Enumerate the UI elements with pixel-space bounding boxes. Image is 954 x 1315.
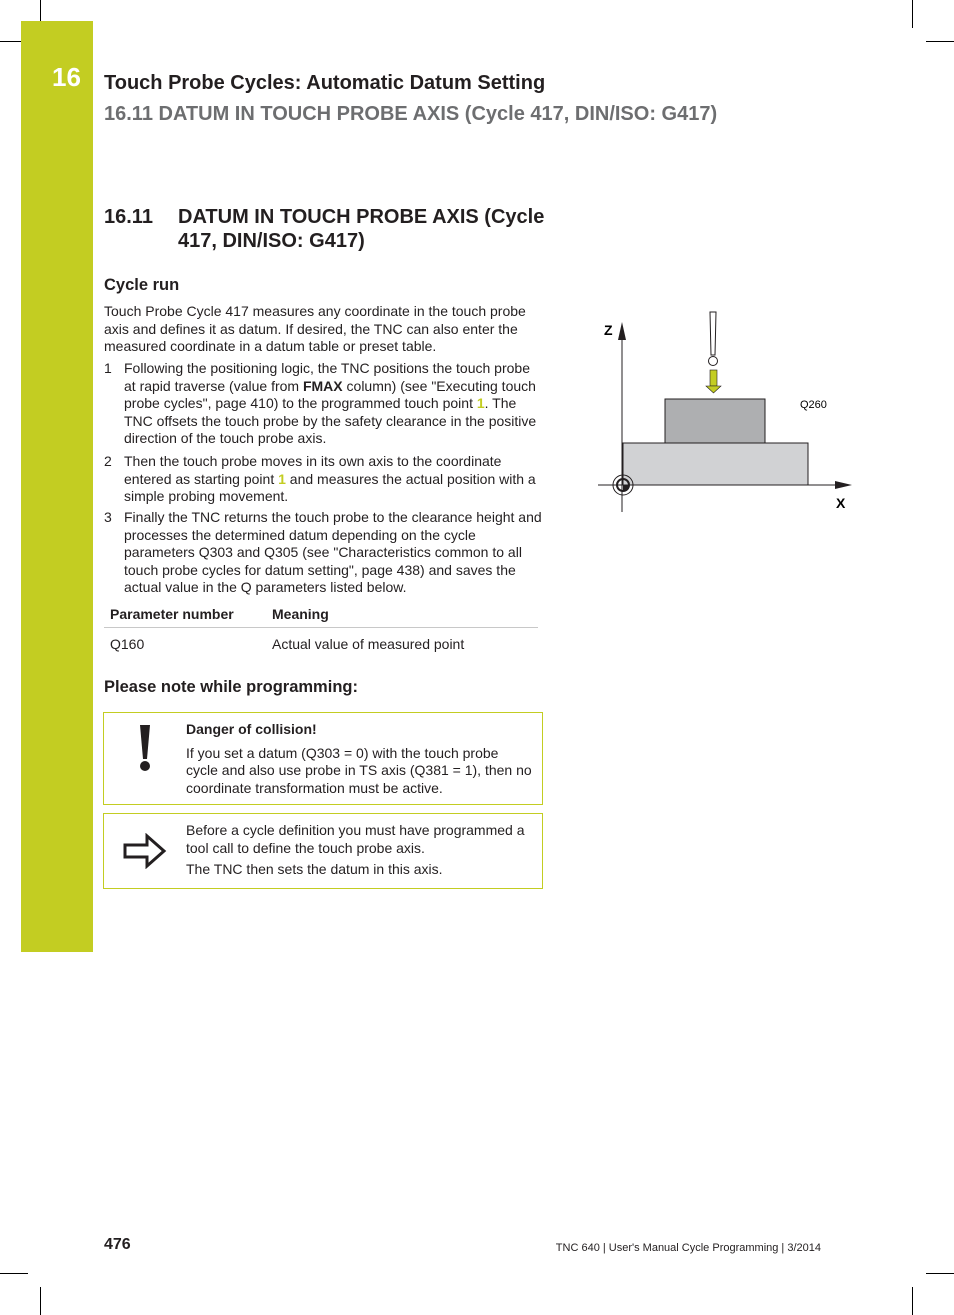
list-item: 1 Following the positioning logic, the TNC positions the touch probe at rapid traverse (value from FMAX column) (see "Executing touch probe cycles", page 410) to the programmed touch point 1. The TNC offsets the touch probe by the safety clearance in the positive direction of the touch probe axis. (104, 360, 537, 447)
danger-title: Danger of collision! (186, 721, 317, 737)
intro-paragraph: Touch Probe Cycle 417 measures any coordinate in the touch probe axis and defines it as datum. If desired, the TNC can also enter the measured coordinate in a datum table or preset table. (104, 303, 526, 355)
cycle-run-heading: Cycle run (104, 276, 180, 294)
chapter-tab (21, 21, 93, 952)
running-subhead: 16.11 DATUM IN TOUCH PROBE AXIS (Cycle 417, DIN/ISO: G417) (104, 103, 718, 125)
exclamation-icon (104, 713, 186, 804)
footer-text: TNC 640 | User's Manual Cycle Programming | 3/2014 (555, 1242, 821, 1254)
z-axis-label: Z (604, 322, 613, 338)
q260-label: Q260 (800, 399, 827, 411)
crop-mark (926, 41, 954, 42)
tip-text-2: The TNC then sets the datum in this axis. (186, 861, 443, 878)
workpiece-base (623, 443, 808, 485)
crop-mark (0, 1273, 28, 1274)
probe-diagram (590, 300, 860, 520)
page-number: 476 (104, 1236, 131, 1253)
probe-direction-arrow (710, 370, 717, 386)
x-axis-arrow (835, 481, 852, 489)
probe-ball (709, 357, 718, 366)
notes-heading: Please note while programming: (104, 678, 358, 696)
tip-text-1: Before a cycle definition you must have programmed a tool call to define the touch probe axis. (186, 822, 525, 856)
list-item: 2 Then the touch probe moves in its own axis to the coordinate entered as starting point 1 and measures the actual position with a simple probing movement. (104, 453, 536, 505)
crop-mark (926, 1273, 954, 1274)
table-row: Q160 Actual value of measured point (110, 636, 465, 652)
section-heading (104, 205, 558, 253)
z-axis-arrow (618, 322, 626, 340)
section-number: 16.11 (104, 206, 153, 228)
crop-mark (40, 1287, 41, 1315)
danger-text: If you set a datum (Q303 = 0) with the touch probe cycle and also use probe in TS axis (Q381 = 1), then no coordinate transformation must be active. (186, 744, 532, 796)
crop-mark (912, 0, 913, 28)
list-item: 3 Finally the TNC returns the touch probe to the clearance height and processes the determined datum depending on the cycle parameters Q303 and Q305 (see "Characteristics common to all touch probe cycles for datum setting", page 438) and saves the actual value in the Q parameters listed below. (104, 509, 542, 596)
x-axis-label: X (836, 495, 846, 511)
probe-stylus (710, 312, 716, 355)
arrow-right-icon (104, 814, 186, 888)
crop-mark (912, 1287, 913, 1315)
danger-box (103, 712, 543, 805)
crop-mark (0, 41, 21, 42)
chapter-number: 16 (52, 62, 81, 92)
tip-box (103, 813, 543, 889)
section-title: DATUM IN TOUCH PROBE AXIS (Cycle 417, DIN/ISO: G417) (178, 206, 545, 252)
running-head: Touch Probe Cycles: Automatic Datum Setting (104, 72, 546, 94)
workpiece-step (665, 399, 765, 443)
parameter-table: Parameter number Meaning Q160 Actual value of measured point (104, 603, 538, 660)
